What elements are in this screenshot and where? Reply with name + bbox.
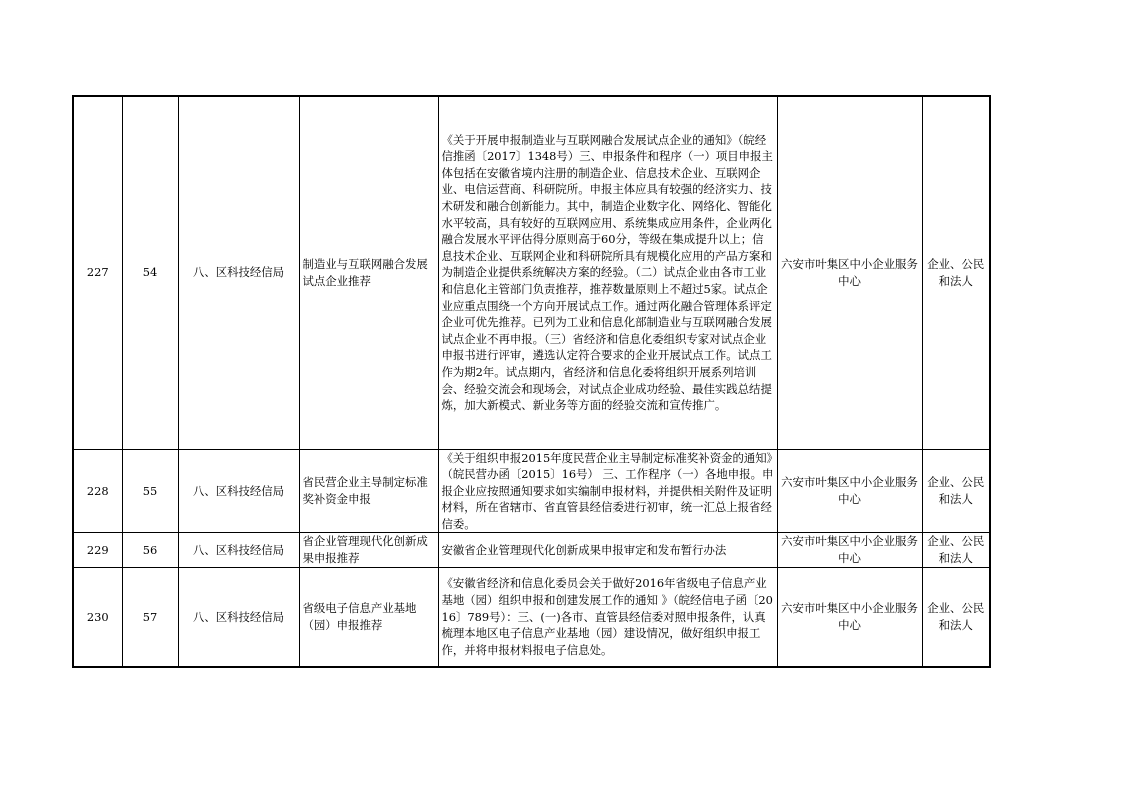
row-number: 227 bbox=[73, 96, 122, 449]
sub-number: 57 bbox=[122, 567, 178, 667]
table-row bbox=[73, 533, 990, 567]
target-cell: 企业、公民和法人 bbox=[922, 449, 990, 533]
sub-number: 56 bbox=[122, 533, 178, 567]
basis-cell: 《关于开展申报制造业与互联网融合发展试点企业的通知》（皖经信推函〔2017〕1348号）三、申报条件和程序（一）项目申报主体包括在安徽省境内注册的制造企业、信息技术企业、互联网企业、电信运营商、科研院所。申报主体应具有较强的经济实力、技术研发和融合创新能力。其中，制造企业数字化、网络化、智能化水平较高，具有较好的互联网应用、系统集成应用条件，企业两化融合发展水平评估得分原则高于60分，等级在集成提升以上；信息技术企业、互联网企业和科研院所具有规模化应用的产品方案和为制造企业提供系统解决方案的经验。（二）试点企业由各市工业和信息化主管部门负责推荐，推荐数量原则上不超过5家。试点企业应重点围绕一个方向开展试点工作。通过两化融合管理体系评定企业可优先推荐。已列为工业和信息化部制造业与互联网融合发展试点企业不再申报。（三）省经济和信息化委组织专家对试点企业申报书进行评审，遴选认定符合要求的企业开展试点工作。试点工作为期2年。试点期内，省经济和信息化委将组织开展系列培训会、经验交流会和现场会，对试点企业成功经验、最佳实践总结提炼，加大新模式、新业务等方面的经验交流和宣传推广。 bbox=[438, 96, 777, 449]
item-name-cell: 省民营企业主导制定标准奖补资金申报 bbox=[299, 449, 438, 533]
sub-number: 55 bbox=[122, 449, 178, 533]
sub-number: 54 bbox=[122, 96, 178, 449]
table-row bbox=[73, 567, 990, 667]
agency-cell: 六安市叶集区中小企业服务中心 bbox=[777, 567, 922, 667]
table-row bbox=[73, 96, 990, 449]
department-cell: 八、区科技经信局 bbox=[178, 567, 299, 667]
agency-cell: 六安市叶集区中小企业服务中心 bbox=[777, 449, 922, 533]
basis-cell: 《安徽省经济和信息化委员会关于做好2016年省级电子信息产业基地（园）组织申报和创建发展工作的通知 》（皖经信电子函〔2016〕789号）：三、(一)各市、直管县经信委对照申报条件，认真梳理本地区电子信息产业基地（园）建设情况，做好组织申报工作，并将申报材料报电子信息处。 bbox=[438, 567, 777, 667]
department-cell: 八、区科技经信局 bbox=[178, 96, 299, 449]
target-cell: 企业、公民和法人 bbox=[922, 96, 990, 449]
basis-cell: 安徽省企业管理现代化创新成果申报审定和发布暂行办法 bbox=[438, 533, 777, 567]
agency-cell: 六安市叶集区中小企业服务中心 bbox=[777, 96, 922, 449]
target-cell: 企业、公民和法人 bbox=[922, 567, 990, 667]
row-number: 230 bbox=[73, 567, 122, 667]
item-name-cell: 制造业与互联网融合发展试点企业推荐 bbox=[299, 96, 438, 449]
item-name-cell: 省级电子信息产业基地（园）申报推荐 bbox=[299, 567, 438, 667]
row-number: 228 bbox=[73, 449, 122, 533]
table-row bbox=[73, 449, 990, 533]
basis-cell: 《关于组织申报2015年度民营企业主导制定标准奖补资金的通知》（皖民营办函〔2015〕16号） 三、工作程序（一）各地申报。申报企业应按照通知要求如实编制申报材料，并提供相关附件及证明材料，所在省辖市、省直管县经信委进行初审，统一汇总上报省经信委。 bbox=[438, 449, 777, 533]
department-cell: 八、区科技经信局 bbox=[178, 533, 299, 567]
target-cell: 企业、公民和法人 bbox=[922, 533, 990, 567]
item-name-cell: 省企业管理现代化创新成果申报推荐 bbox=[299, 533, 438, 567]
row-number: 229 bbox=[73, 533, 122, 567]
matters-table bbox=[72, 95, 991, 668]
agency-cell: 六安市叶集区中小企业服务中心 bbox=[777, 533, 922, 567]
department-cell: 八、区科技经信局 bbox=[178, 449, 299, 533]
